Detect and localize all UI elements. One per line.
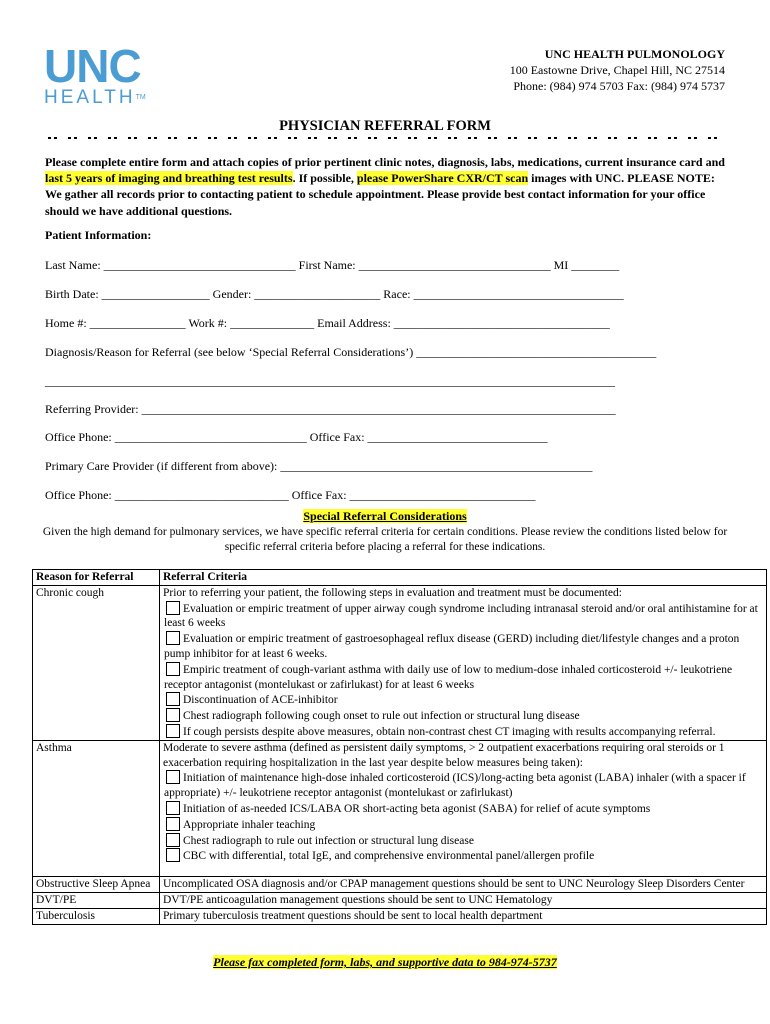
intro-paragraph [45, 154, 725, 219]
clinic-address: 100 Eastowne Drive, Chapel Hill, NC 27514 [509, 63, 725, 77]
reason-osa: Obstructive Sleep Apnea [33, 877, 160, 893]
reason-dvt: DVT/PE [33, 892, 160, 908]
table-row-chronic-cough [33, 585, 767, 740]
checklist-item: Chest radiograph following cough onset to rule out infection or structural lung disease [163, 708, 763, 724]
criteria-chronic-cough [160, 585, 767, 740]
checkbox[interactable] [166, 692, 180, 706]
referring-provider-field[interactable]: Referring Provider: _______________________________________________________________________________ [45, 402, 616, 416]
intro-text-3: images with UNC. PLEASE NOTE: We gather all records prior to contacting patient to schedule appointment. Please provide best contact information for your office should we have additional questions. [45, 171, 715, 218]
intro-text-2: . If possible, [292, 171, 357, 186]
table-row-dvt [33, 892, 767, 908]
checklist-item: Initiation of maintenance high-dose inhaled corticosteroid (ICS)/long-acting beta agonist (LABA) inhaler (with a spacer if appropriate) +/- leukotriene receptor antagonist (montelukast or zafirlukast) [164, 772, 746, 800]
checklist-item: Appropriate inhaler teaching [163, 817, 763, 833]
referral-criteria-table [32, 569, 767, 925]
header-criteria: Referral Criteria [160, 570, 767, 586]
checklist-item: Discontinuation of ACE-inhibitor [163, 692, 763, 708]
diagnosis-field-continued[interactable]: _______________________________________________________________________________________________ [45, 374, 615, 388]
checkbox[interactable] [166, 662, 180, 676]
header-reason: Reason for Referral [33, 570, 160, 586]
checkbox[interactable] [166, 724, 180, 738]
criteria-asthma [160, 740, 767, 876]
checklist-item: Evaluation or empiric treatment of gastroesophageal reflux disease (GERD) including diet/lifestyle changes and a proton pump inhibitor for at least 6 weeks. [164, 633, 740, 660]
checkbox[interactable] [166, 631, 180, 645]
office-phone-fax-fields[interactable]: Office Phone: ________________________________ Office Fax: ______________________________ [45, 430, 548, 444]
table-row-osa [33, 877, 767, 893]
intro-text-1: Please complete entire form and attach copies of prior pertinent clinic notes, diagnosis, labs, medications, current insurance card and [45, 155, 725, 169]
table-row-tb [33, 908, 767, 924]
clinic-name: UNC HEALTH PULMONOLOGY [544, 47, 725, 61]
checkbox[interactable] [166, 708, 180, 722]
pcp-office-phone-fax-fields[interactable]: Office Phone: _____________________________ Office Fax: _______________________________ [45, 488, 536, 502]
special-considerations-description: Given the high demand for pulmonary services, we have specific referral criteria for certain conditions. Please review the conditions listed below for specific referral criteria before placing a referral for these indications. [42, 526, 728, 553]
intro-highlight-imaging: last 5 years of imaging and breathing test results [45, 171, 293, 186]
asthma-intro: Moderate to severe asthma (defined as persistent daily symptoms, > 2 outpatient exacerbations requiring oral steroids or 1 exacerbation requiring hospitalization in the last year despite below measures being taken): [163, 741, 725, 769]
checkbox[interactable] [166, 770, 180, 784]
reason-chronic-cough: Chronic cough [33, 585, 160, 740]
checklist-item: Evaluation or empiric treatment of upper airway cough syndrome including intranasal steroid and/or oral antihistamine for at least 6 weeks [164, 602, 758, 630]
phone-email-fields[interactable]: Home #: ________________ Work #: ______________ Email Address: ____________________________________ [45, 316, 610, 330]
checklist-item: Empiric treatment of cough-variant asthma with daily use of low to medium-dose inhaled corticosteroid +/- leukotriene receptor antagonist (montelukast or zafirlukast) for at least 6 weeks [164, 663, 733, 691]
primary-care-provider-field[interactable]: Primary Care Provider (if different from above): ____________________________________________________ [45, 459, 593, 473]
diagnosis-field[interactable]: Diagnosis/Reason for Referral (see below ‘Special Referral Considerations’) ________________________________________ [45, 345, 657, 359]
logo-trademark: TM [135, 94, 146, 101]
checklist-item: Initiation of as-needed ICS/LABA OR short-acting beta agonist (SABA) for relief of acute symptoms [163, 801, 763, 817]
fax-instruction: Please fax completed form, labs, and supportive data to 984-974-5737 [213, 955, 557, 969]
reason-tb: Tuberculosis [33, 908, 160, 924]
table-header-row [33, 570, 767, 586]
logo-health-text: HEALTH [44, 87, 136, 108]
checklist-item: CBC with differential, total IgE, and comprehensive environmental panel/allergen profile [163, 848, 763, 864]
clinic-phone-fax: Phone: (984) 974 5703 Fax: (984) 974 5737 [513, 79, 725, 93]
intro-highlight-powershare: please PowerShare CXR/CT scan [356, 171, 529, 186]
checkbox[interactable] [166, 848, 180, 862]
patient-info-heading: Patient Information: [45, 228, 152, 242]
checkbox[interactable] [166, 801, 180, 815]
name-fields[interactable]: Last Name: ________________________________ First Name: ________________________________ MI ________ [45, 258, 620, 272]
checklist-item: Chest radiograph to rule out infection or structural lung disease [163, 833, 763, 849]
criteria-dvt: DVT/PE anticoagulation management questions should be sent to UNC Hematology [160, 892, 767, 908]
criteria-tb: Primary tuberculosis treatment questions should be sent to local health department [160, 908, 767, 924]
logo-unc-text: UNC [44, 40, 141, 92]
form-title: PHYSICIAN REFERRAL FORM [279, 118, 491, 134]
unc-health-logo [44, 40, 164, 114]
special-considerations-heading: Special Referral Considerations [303, 509, 467, 523]
table-row-asthma [33, 740, 767, 876]
checkbox[interactable] [166, 601, 180, 615]
criteria-osa: Uncomplicated OSA diagnosis and/or CPAP management questions should be sent to UNC Neurology Sleep Disorders Center [160, 877, 767, 893]
chronic-cough-intro: Prior to referring your patient, the following steps in evaluation and treatment must be documented: [163, 586, 622, 599]
clinic-address-block [510, 46, 725, 94]
checklist-item: If cough persists despite above measures, obtain non-contrast chest CT imaging with results accompanying referral. [163, 724, 763, 740]
title-divider [48, 137, 726, 139]
reason-asthma: Asthma [33, 740, 160, 876]
checkbox[interactable] [166, 833, 180, 847]
checkbox[interactable] [166, 817, 180, 831]
birth-gender-race-fields[interactable]: Birth Date: __________________ Gender: _____________________ Race: ___________________________________ [45, 287, 624, 301]
